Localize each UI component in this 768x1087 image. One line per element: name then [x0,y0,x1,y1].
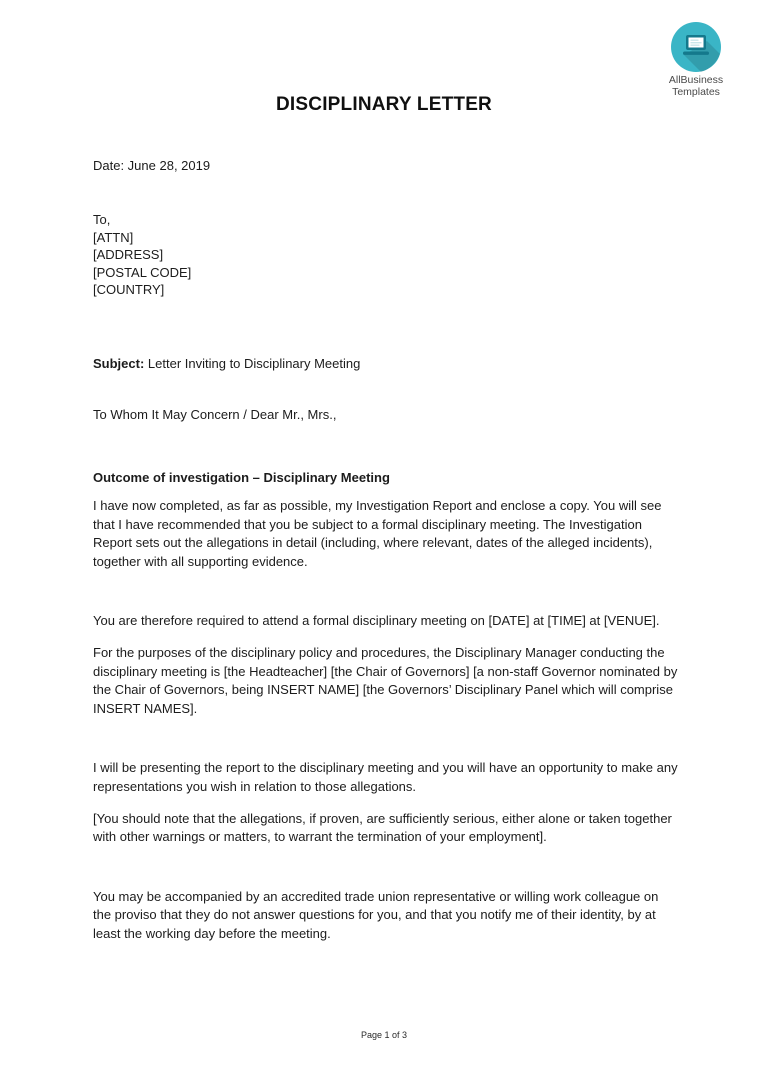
recipient-line: [ATTN] [93,229,134,245]
laptop-icon [671,22,721,72]
recipient-line: To, [93,212,111,227]
logo-text-line1: AllBusiness [668,74,724,86]
paragraph-investigation-report: I have now completed, as far as possible, my Investigation Report and enclose a copy. You will see that I have recommended that you be subject to a formal disciplinary meeting. The Investigation Report sets out the allegations in detail (including, where relevant, dates of the alleged incidents), together with all supporting evidence. [93,498,662,569]
paragraph-presenting-report: I will be presenting the report to the disciplinary meeting and you will have an opportunity to make any representations you wish in relation to those allegations. [93,760,678,794]
paragraph-disciplinary-manager: For the purposes of the disciplinary policy and procedures, the Disciplinary Manager conducting the disciplinary meeting is [the Headteacher] [the Chair of Governors] [a non-staff Governor nominated by the Chair of Governors, being INSERT NAME] [the Governors’ Disciplinary Panel which will comprise INSERT NAMES]. [93,644,678,716]
page-title: DISCIPLINARY LETTER [276,94,492,115]
page-number-footer: Page 1 of 3 [360,1030,408,1040]
subject-line [93,355,678,373]
subject-label: Subject: [93,356,145,371]
section-heading: Outcome of investigation – Disciplinary Meeting [93,470,390,485]
paragraph-allegations-serious: [You should note that the allegations, if proven, are sufficiently serious, either alone or taken together with other warnings or matters, to warrant the termination of your employment]. [93,810,672,845]
recipient-address-block [93,211,678,299]
paragraph-accompanied: You may be accompanied by an accredited trade union representative or willing work colleague on the proviso that they do not answer questions for you, and that you notify me of their identity, by at least the working day before the meeting. [93,888,659,941]
date-line: Date: June 28, 2019 [93,158,211,173]
allbusiness-templates-logo [658,22,734,99]
recipient-line: [COUNTRY] [93,282,165,297]
logo-text-line2: Templates [672,86,720,99]
salutation: To Whom It May Concern / Dear Mr., Mrs., [93,407,337,422]
recipient-line: [POSTAL CODE] [93,264,192,280]
recipient-line: [ADDRESS] [93,247,164,262]
letter-body [93,497,678,944]
paragraph-meeting-required: You are therefore required to attend a formal disciplinary meeting on [DATE] at [TIME] at [VENUE]. [93,613,660,629]
subject-text: Letter Inviting to Disciplinary Meeting [144,356,361,371]
